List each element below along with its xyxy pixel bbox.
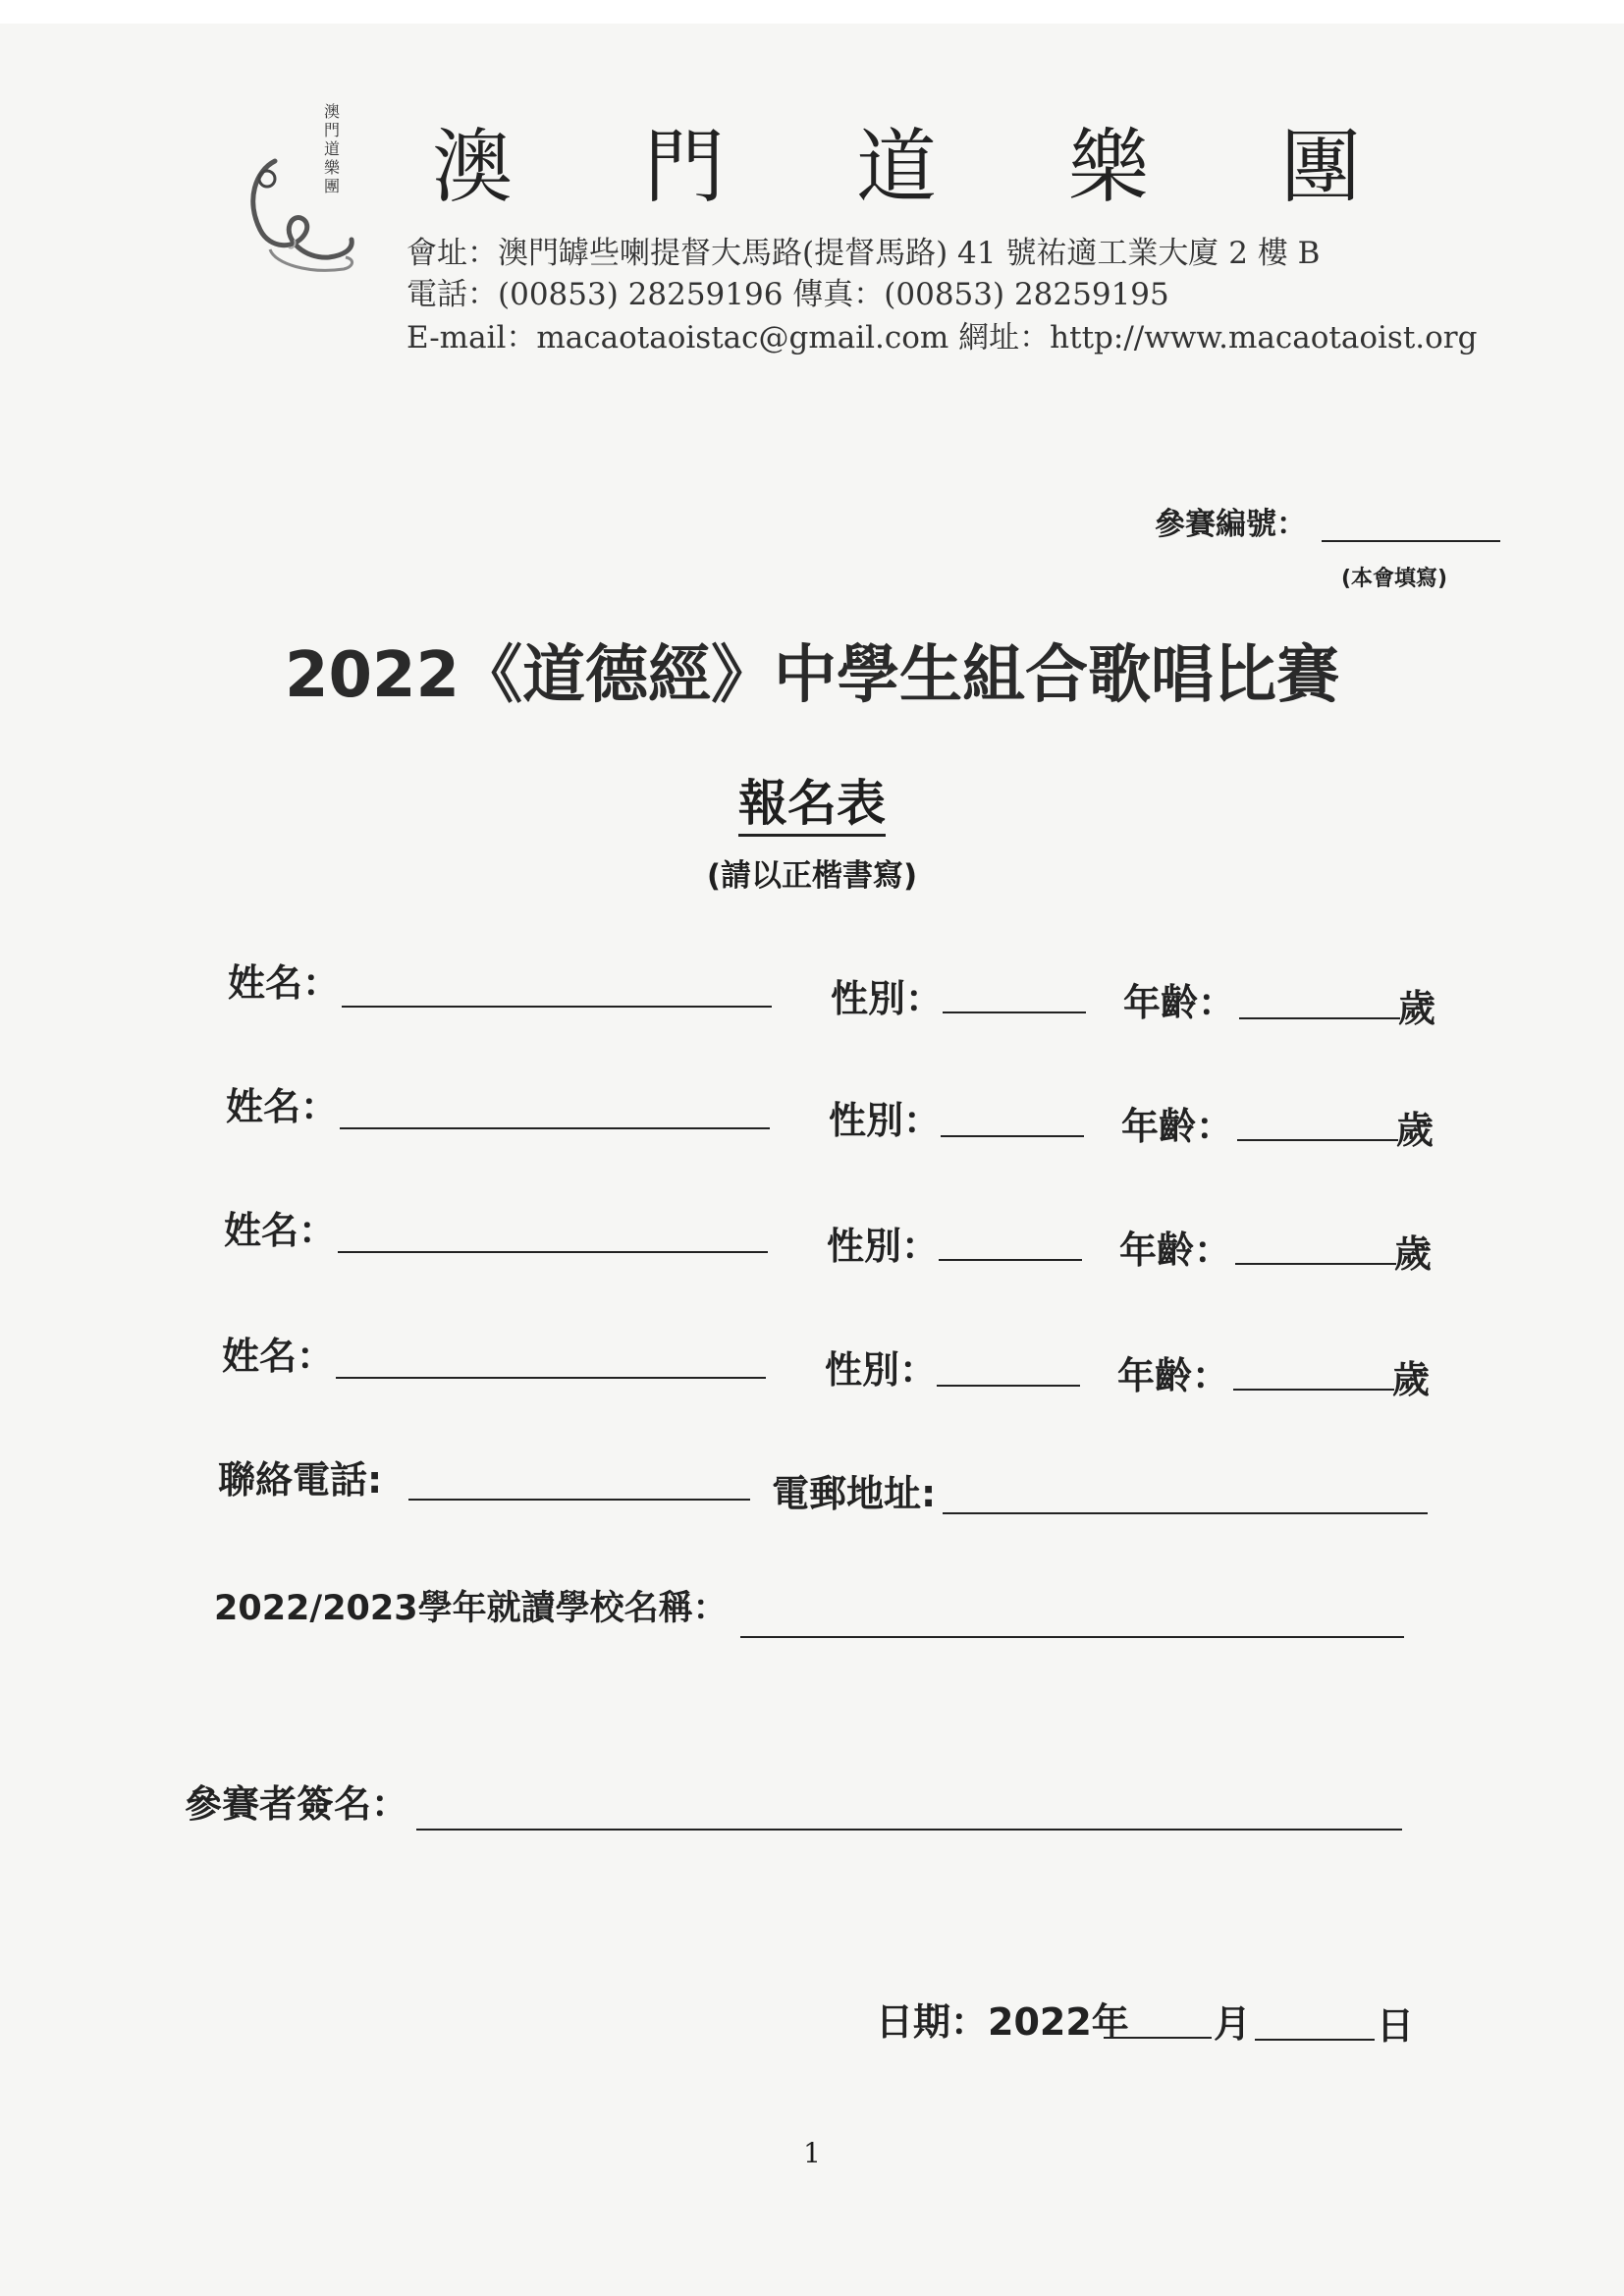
logo-char: 道 <box>323 139 340 158</box>
name-label: 姓名： <box>228 961 341 1005</box>
school-name-field[interactable] <box>740 1636 1404 1638</box>
name-label: 姓名： <box>224 1209 337 1252</box>
date-label: 日期：2022年 <box>876 2000 1129 2044</box>
date-day-field[interactable] <box>1255 2039 1375 2041</box>
name-field[interactable] <box>336 1377 766 1379</box>
logo-char: 門 <box>323 121 340 139</box>
name-label: 姓名： <box>226 1085 339 1128</box>
contact-phone-field[interactable] <box>408 1499 750 1501</box>
logo-char: 團 <box>323 177 340 195</box>
gender-field[interactable] <box>937 1385 1080 1387</box>
org-email-website: E-mail：macaotaoistac@gmail.com 網址：http://www.macaotaoist.org <box>406 320 1478 355</box>
name-field[interactable] <box>338 1251 768 1253</box>
scan-edge <box>0 0 1624 24</box>
gender-label: 性別： <box>831 977 944 1020</box>
gender-field[interactable] <box>941 1135 1084 1137</box>
age-unit: 歲 <box>1392 1358 1431 1401</box>
calligraphy-logo-icon <box>236 102 363 299</box>
age-unit: 歲 <box>1396 1109 1435 1152</box>
gender-field[interactable] <box>939 1259 1082 1261</box>
age-field[interactable] <box>1235 1263 1396 1265</box>
logo-char: 樂 <box>323 158 340 177</box>
age-unit: 歲 <box>1398 987 1436 1030</box>
form-title <box>0 764 1624 835</box>
signature-label: 參賽者簽名： <box>185 1782 409 1826</box>
logo-vertical-text <box>320 102 344 195</box>
registration-note: (本會填寫) <box>1341 567 1448 591</box>
gender-field[interactable] <box>943 1011 1086 1013</box>
date-day-unit: 日 <box>1377 2004 1415 2048</box>
gender-label: 性別： <box>829 1099 942 1142</box>
form-subtitle: (請以正楷書寫) <box>706 858 918 894</box>
gender-label: 性別： <box>827 1225 940 1268</box>
age-unit: 歲 <box>1394 1232 1433 1276</box>
age-field[interactable] <box>1237 1139 1398 1141</box>
age-label: 年齡： <box>1119 1229 1232 1272</box>
org-address: 會址：澳門罅些喇提督大馬路(提督馬路) 41 號祐適工業大廈 2 樓 B <box>406 236 1321 271</box>
name-label: 姓名： <box>222 1335 335 1378</box>
signature-field[interactable] <box>416 1829 1402 1831</box>
org-phone-fax: 電話：(00853) 28259196 傳真：(00853) 28259195 <box>406 277 1169 312</box>
logo-char: 澳 <box>323 102 340 121</box>
age-field[interactable] <box>1233 1389 1394 1391</box>
name-field[interactable] <box>340 1127 770 1129</box>
org-name: 澳門道樂團 <box>432 121 1493 214</box>
contact-phone-label: 聯絡電話: <box>218 1458 383 1502</box>
registration-number-label: 參賽編號： <box>1155 507 1307 542</box>
age-field[interactable] <box>1239 1017 1400 1019</box>
form-title-text: 報名表 <box>738 775 886 837</box>
name-field[interactable] <box>342 1006 772 1008</box>
age-label: 年齡： <box>1123 981 1236 1024</box>
page-title: 2022《道德經》中學生組合歌唱比賽 <box>284 639 1340 712</box>
gender-label: 性別： <box>825 1348 938 1392</box>
date-month-field[interactable] <box>1104 2037 1212 2039</box>
page-number: 1 <box>803 2137 821 2169</box>
age-label: 年齡： <box>1117 1354 1230 1397</box>
date-month-unit: 月 <box>1214 2002 1252 2046</box>
registration-number-field[interactable] <box>1322 540 1500 542</box>
org-logo <box>236 102 363 299</box>
email-address-label: 電郵地址: <box>772 1472 937 1515</box>
age-label: 年齡： <box>1121 1105 1234 1148</box>
school-name-label: 2022/2023學年就讀學校名稱： <box>214 1589 728 1628</box>
email-address-field[interactable] <box>943 1512 1428 1514</box>
